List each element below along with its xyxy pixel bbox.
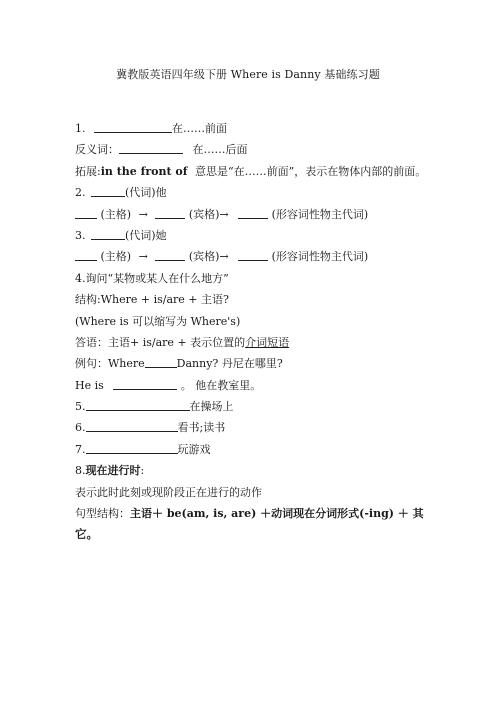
pattern-formula-end: 它。 [75,527,98,542]
extension-line [75,161,435,182]
antonym-label: 反义词： [75,143,119,157]
she-object-blank[interactable] [155,247,185,261]
he-object-blank[interactable] [155,205,185,219]
answer-line [75,332,435,353]
he-subject-blank[interactable] [75,205,97,219]
extension-label: 拓展: [75,164,101,178]
item-5-line [75,396,435,417]
he-forms-line [75,204,435,225]
item-4-heading: 4.询问“某物或某人在什么地方” [75,271,229,285]
definition-line: 表示此时此刻或现阶段正在进行的动作 [75,485,262,499]
item-2-number: 2. [75,186,86,200]
item-1-line [75,118,435,139]
example-answer-prefix: He is [75,378,104,392]
example-blank[interactable] [145,354,177,368]
arrow-icon: → [138,250,148,264]
item-2-line [75,182,435,203]
he-subject-label: (主格) [100,207,132,221]
example-answer-suffix: 。 他在教室里。 [180,378,262,392]
antonym-blank[interactable] [119,140,183,154]
item-2-blank[interactable] [91,183,125,197]
prep-phrase-underlined: 介词短语 [245,335,290,349]
example-prefix: 例句：Where [75,357,145,371]
item-7-blank[interactable] [86,440,178,454]
item-3-line [75,225,435,246]
item-5-number: 5. [75,400,86,414]
he-object-label: (宾格)→ [188,207,229,221]
example-answer-blank[interactable] [113,376,177,390]
item-3-meaning: (代词)她 [125,228,167,242]
item-1-number: 1. [75,122,86,135]
he-possessive-blank[interactable] [238,205,268,219]
antonym-line [75,139,435,160]
item-8-heading [75,460,435,481]
item-8-colon: : [140,464,145,478]
item-6-line [75,417,435,438]
structure-line: 结构:Where + is/are + 主语? [75,293,229,307]
item-8-number: 8. [75,464,86,478]
item-7-number: 7. [75,442,86,456]
page-title: 冀教版英语四年级下册 Where is Danny 基础练习题 [116,68,380,81]
example-answer-line [75,375,435,396]
she-subject-blank[interactable] [75,247,97,261]
item-6-number: 6. [75,421,86,435]
item-1-blank[interactable] [94,119,172,133]
item-6-meaning: 看书;读书 [177,421,226,435]
item-1-meaning: 在……前面 [172,122,227,135]
arrow-icon: → [138,207,148,221]
item-7-meaning: 玩游戏 [177,442,211,456]
he-possessive-label: (形容词性物主代词) [271,207,369,221]
example-suffix: Danny? 丹尼在哪里? [176,357,283,371]
pattern-line [75,503,435,546]
item-3-number: 3. [75,228,86,242]
item-5-meaning: 在操场上 [189,400,234,414]
item-2-meaning: (代词)他 [125,186,167,200]
she-object-label: (宾格)→ [188,250,229,264]
extension-phrase-bold: in the front of [100,164,188,178]
item-7-line [75,439,435,460]
she-subject-label: (主格) [100,250,132,264]
item-8-title-bold: 现在进行时 [85,464,141,478]
pattern-formula-bold: 主语＋ be(am, is, are) ＋动词现在分词形式(-ing) ＋ 其 [130,507,424,521]
item-6-blank[interactable] [86,418,178,432]
contraction-note: (Where is 可以缩写为 Where's) [75,314,241,328]
she-possessive-label: (形容词性物主代词) [271,250,369,264]
extension-text: 意思是“在……前面”，表示在物体内部的前面。 [194,164,427,178]
item-3-blank[interactable] [91,226,125,240]
pattern-label: 句型结构： [75,507,130,521]
she-forms-line [75,246,435,267]
item-5-blank[interactable] [86,397,190,411]
antonym-meaning: 在……后面 [192,143,248,157]
she-possessive-blank[interactable] [238,247,268,261]
worksheet-content [75,118,435,546]
example-line [75,353,435,374]
answer-text: 答语：主语+ is/are + 表示位置的 [75,335,246,349]
